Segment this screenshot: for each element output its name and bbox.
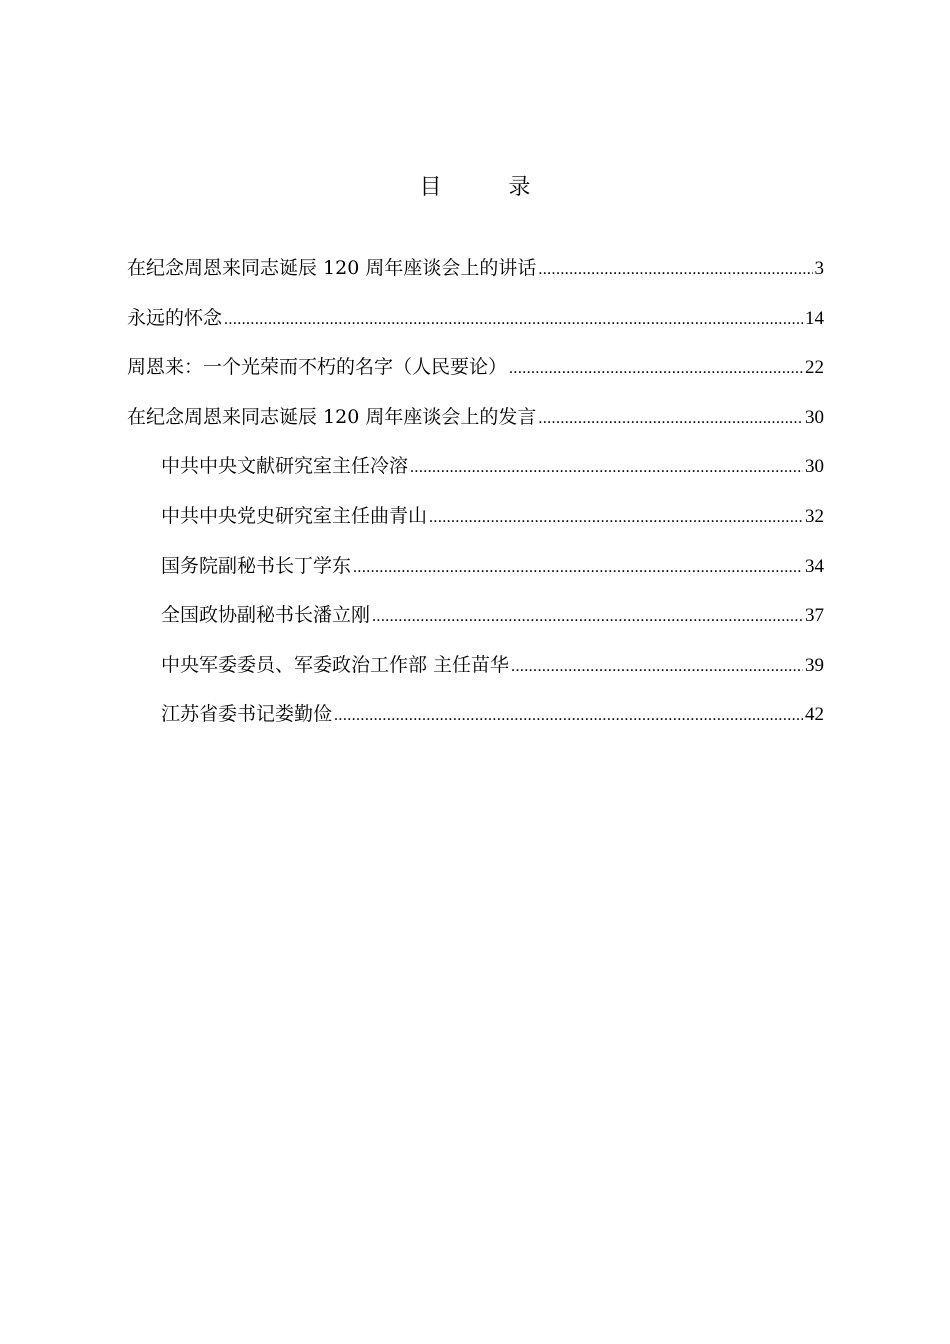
toc-subentry[interactable] xyxy=(127,645,824,695)
toc-entry[interactable] xyxy=(127,298,824,348)
toc-dot-leader xyxy=(410,448,803,488)
toc-dot-leader xyxy=(538,399,803,439)
toc-page-number: 14 xyxy=(805,307,824,329)
toc-entry[interactable] xyxy=(127,347,824,397)
toc-page-number: 30 xyxy=(805,456,824,478)
toc-entry-text: 中共中央文献研究室主任冷溶 xyxy=(161,455,409,478)
toc-list xyxy=(127,248,824,744)
toc-page-number: 32 xyxy=(805,505,824,527)
toc-entry-text: 全国政协副秘书长潘立刚 xyxy=(161,604,371,627)
toc-dot-leader xyxy=(353,548,803,588)
toc-dot-leader xyxy=(224,300,803,340)
toc-dot-leader xyxy=(429,498,803,538)
toc-entry-text: 永远的怀念 xyxy=(127,306,223,329)
toc-dot-leader xyxy=(372,597,803,637)
toc-dot-leader xyxy=(334,696,803,736)
toc-entry-text: 周恩来：一个光荣而不朽的名字（人民要论） xyxy=(127,356,508,379)
toc-page-number: 34 xyxy=(805,555,824,577)
toc-dot-leader xyxy=(511,647,803,687)
toc-dot-leader xyxy=(538,250,812,290)
toc-entry[interactable] xyxy=(127,248,824,298)
toc-page-number: 39 xyxy=(805,654,824,676)
toc-entry-text: 国务院副秘书长丁学东 xyxy=(161,554,352,577)
toc-entry-text: 中央军委委员、军委政治工作部 主任苗华 xyxy=(161,653,510,676)
toc-page-number: 37 xyxy=(805,605,824,627)
toc-title: 目 录 xyxy=(419,175,561,200)
toc-subentry[interactable] xyxy=(127,446,824,496)
toc-page-number: 3 xyxy=(814,258,824,279)
toc-entry-text: 在纪念周恩来同志诞辰 120 周年座谈会上的发言 xyxy=(127,405,537,428)
toc-subentry[interactable] xyxy=(127,496,824,546)
toc-subentry[interactable] xyxy=(127,595,824,645)
toc-dot-leader xyxy=(509,349,803,389)
toc-subentry[interactable] xyxy=(127,694,824,744)
toc-page-number: 30 xyxy=(805,406,824,428)
toc-subentry[interactable] xyxy=(127,546,824,596)
toc-entry[interactable] xyxy=(127,397,824,447)
toc-page-number: 42 xyxy=(805,704,824,726)
toc-entry-text: 中共中央党史研究室主任曲青山 xyxy=(161,504,428,527)
toc-entry-text: 在纪念周恩来同志诞辰 120 周年座谈会上的讲话 xyxy=(127,257,537,279)
toc-page-number: 22 xyxy=(805,357,824,379)
toc-entry-text: 江苏省委书记娄勤俭 xyxy=(161,703,333,726)
